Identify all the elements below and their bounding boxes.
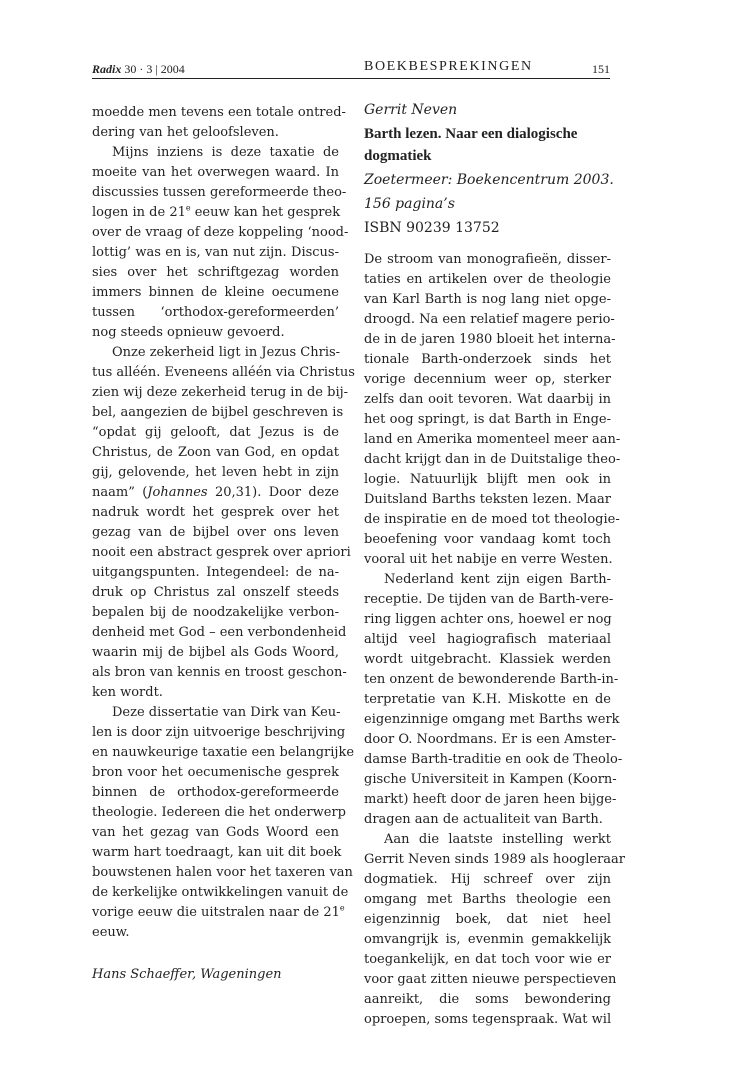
journal-issue: 30 · 3 | 2004: [124, 62, 185, 76]
text-line: Onze zekerheid ligt in Jezus Chris-: [112, 345, 341, 360]
text-line: moedde men tevens een totale ontred-: [92, 105, 346, 120]
text-fragment: logen in de 21: [92, 205, 186, 220]
text-line: eigenzinnige omgang met Barths werk: [364, 712, 620, 727]
text-line: altijd veel hagiografisch materiaal: [364, 632, 611, 647]
text-line: moeite van het overwegen waard. In: [92, 165, 339, 180]
text-line: Nederland kent zijn eigen Barth-: [384, 572, 611, 587]
text-line: zien wij deze zekerheid terug in de bij-: [92, 385, 349, 400]
text-line: bron voor het oecumenische gesprek: [92, 765, 339, 780]
text-line: logie. Natuurlijk blijft men ook in: [364, 472, 611, 487]
text-fragment: eeuw kan het gesprek: [190, 205, 341, 220]
text-line: gij, gelovende, het leven hebt in zijn: [92, 465, 339, 480]
text-line: door O. Noordmans. Er is een Amster-: [364, 732, 617, 747]
text-line: damse Barth-traditie en ook de Theolo-: [364, 752, 623, 767]
text-line: de kerkelijke ontwikkelingen vanuit de: [92, 885, 349, 900]
text-line: als bron van kennis en troost geschon-: [92, 665, 347, 680]
text-line: land en Amerika momenteel meer aan-: [364, 432, 621, 447]
text-line: tus alléén. Eveneens alléén via Christus: [92, 365, 355, 380]
text-line: Gerrit Neven sinds 1989 als hoogleraar: [364, 852, 626, 867]
book-title-line: dogmatiek: [364, 148, 432, 164]
text-line: ring liggen achter ons, hoewel er nog: [364, 612, 612, 627]
text-line: de inspiratie en de moed tot theologie-: [364, 512, 620, 527]
text-line: De stroom van monografieën, disser-: [364, 252, 611, 267]
text-line: bouwstenen halen voor het taxeren van: [92, 865, 353, 880]
text-line: ken wordt.: [92, 685, 163, 700]
review-signature: Hans Schaeffer, Wageningen: [92, 967, 282, 982]
text-line: nooit een abstract gesprek over apriori: [92, 545, 351, 560]
text-line: eigenzinnig boek, dat niet heel: [364, 912, 611, 927]
text-line: bel, aangezien de bijbel geschreven is: [92, 405, 344, 420]
text-line: [92, 203, 339, 223]
book-pages: 156 pagina’s: [364, 196, 455, 212]
text-line: van het gezag van Gods Woord een: [92, 825, 339, 840]
text-line: zelfs dan ooit tevoren. Wat daarbij in: [364, 392, 611, 407]
text-line: voor gaat zitten nieuwe perspectieven: [364, 972, 617, 987]
text-line: dacht krijgt dan in de Duitstalige theo-: [364, 452, 621, 467]
text-line: receptie. De tijden van de Barth-vere-: [364, 592, 614, 607]
book-publisher: Zoetermeer: Boekencentrum 2003.: [364, 172, 614, 188]
text-line: nog steeds opnieuw gevoerd.: [92, 325, 285, 340]
text-line: Mijns inziens is deze taxatie de: [112, 145, 339, 160]
text-line: sies over het schriftgezag worden: [92, 265, 339, 280]
running-header: [92, 58, 610, 79]
text-line: waarin mij de bijbel als Gods Woord,: [92, 645, 339, 660]
text-line: omgang met Barths theologie een: [364, 892, 611, 907]
text-line: het oog springt, is dat Barth in Enge-: [364, 412, 611, 427]
text-line: discussies tussen gereformeerde theo-: [92, 185, 347, 200]
page-number: 151: [592, 62, 610, 76]
text-line: tionale Barth-onderzoek sinds het: [364, 352, 611, 367]
text-line: immers binnen de kleine oecumene: [92, 285, 339, 300]
text-line: gische Universiteit in Kampen (Koorn-: [364, 772, 617, 787]
text-line: beoefening voor vandaag komt toch: [364, 532, 611, 547]
journal-name: Radix: [92, 62, 122, 76]
text-line: vooral uit het nabije en verre Westen.: [364, 552, 613, 567]
superscript: e: [185, 203, 191, 213]
text-line: gezag van de bijbel over ons leven: [92, 525, 339, 540]
text-line: omvangrijk is, evenmin gemakkelijk: [364, 932, 611, 947]
book-author: Gerrit Neven: [364, 102, 458, 118]
text-fragment: vorige eeuw die uitstralen naar de 21: [92, 905, 340, 920]
text-line: druk op Christus zal onszelf steeds: [92, 585, 339, 600]
text-line: [92, 903, 345, 923]
text-line: en nauwkeurige taxatie een belangrijke: [92, 745, 355, 760]
text-line: warm hart toedraagt, kan uit dit boek: [92, 845, 342, 860]
text-line: nadruk wordt het gesprek over het: [92, 505, 339, 520]
text-line: over de vraag of deze koppeling ‘nood-: [92, 225, 349, 240]
text-line: bepalen bij de noodzakelijke verbon-: [92, 605, 339, 620]
text-line: wordt uitgebracht. Klassiek werden: [364, 652, 611, 667]
text-line: [92, 483, 339, 503]
superscript: e: [339, 903, 345, 913]
citation-book: Johannes: [147, 485, 208, 500]
journal-reference: [92, 62, 185, 77]
text-line: tussen ‘orthodox-gereformeerden’: [92, 305, 339, 320]
text-line: Christus, de Zoon van God, en opdat: [92, 445, 339, 460]
text-line: taties en artikelen over de theologie: [364, 272, 611, 287]
text-line: ten onzent de bewonderende Barth-in-: [364, 672, 619, 687]
text-line: dogmatiek. Hij schreef over zijn: [364, 872, 611, 887]
text-line: terpretatie van K.H. Miskotte en de: [364, 692, 611, 707]
text-line: eeuw.: [92, 925, 130, 940]
text-line: toegankelijk, en dat toch voor wie er: [364, 952, 611, 967]
text-line: van Karl Barth is nog lang niet opge-: [364, 292, 611, 307]
text-fragment: 20,31). Door deze: [207, 485, 339, 500]
text-line: lottig’ was en is, van nut zijn. Discus-: [92, 245, 339, 260]
text-line: aanreikt, die soms bewondering: [364, 992, 611, 1007]
text-line: “opdat gij gelooft, dat Jezus is de: [92, 425, 339, 440]
text-line: binnen de orthodox-gereformeerde: [92, 785, 339, 800]
text-line: dering van het geloofsleven.: [92, 125, 279, 140]
book-title-line: Barth lezen. Naar een dialogische: [364, 126, 578, 142]
text-line: vorige decennium weer op, sterker: [364, 372, 611, 387]
book-isbn: ISBN 90239 13752: [364, 220, 500, 236]
text-line: Aan die laatste instelling werkt: [384, 832, 611, 847]
text-line: Deze dissertatie van Dirk van Keu-: [112, 705, 341, 720]
text-line: droogd. Na een relatief magere perio-: [364, 312, 615, 327]
text-fragment: naam” (: [92, 485, 148, 500]
text-line: uitgangspunten. Integendeel: de na-: [92, 565, 339, 580]
section-title: BOEKBESPREKINGEN: [364, 59, 533, 74]
text-line: len is door zijn uitvoerige beschrijving: [92, 725, 346, 740]
text-line: theologie. Iedereen die het onderwerp: [92, 805, 347, 820]
text-line: denheid met God – een verbondenheid: [92, 625, 347, 640]
text-line: Duitsland Barths teksten lezen. Maar: [364, 492, 611, 507]
text-line: markt) heeft door de jaren heen bijge-: [364, 792, 617, 807]
text-line: de in de jaren 1980 bloeit het interna-: [364, 332, 616, 347]
text-line: dragen aan de actualiteit van Barth.: [364, 812, 603, 827]
text-line: oproepen, soms tegenspraak. Wat wil: [364, 1012, 612, 1027]
